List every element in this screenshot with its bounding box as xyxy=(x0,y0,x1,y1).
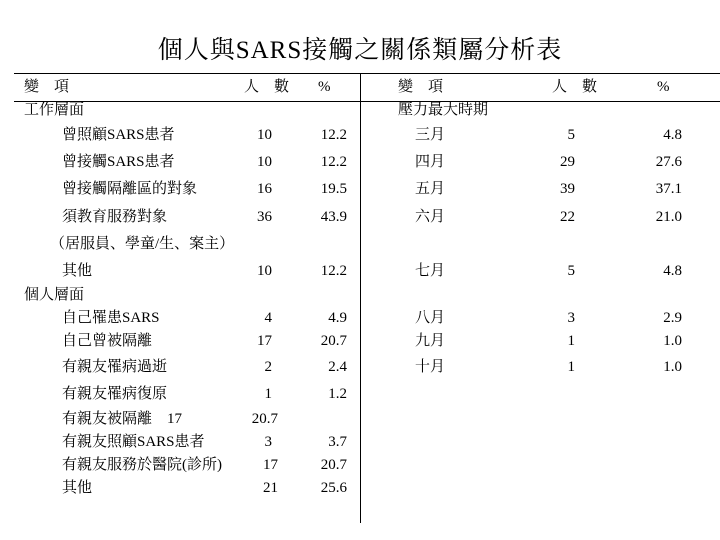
left-row-count: 20.7 xyxy=(251,411,278,427)
left-row-pct: 25.6 xyxy=(320,480,347,496)
right-row-label: 六月 xyxy=(415,209,446,225)
left-row-label: 有親友罹病過逝 xyxy=(62,359,168,375)
header-top-rule xyxy=(14,73,720,74)
right-row-count: 1 xyxy=(567,359,575,375)
left-row-pct: 4.9 xyxy=(328,310,347,326)
left-row-label: 其他 xyxy=(62,263,93,279)
left-row-label: 自己曾被隔離 xyxy=(62,333,153,349)
right-row-count: 3 xyxy=(567,310,575,326)
left-row-label: 曾照顧SARS患者 xyxy=(62,127,175,143)
left-row-count: 3 xyxy=(264,434,272,450)
left-header-count: 人 數 xyxy=(244,79,290,95)
right-row-label: 三月 xyxy=(415,127,446,143)
left-row-label: 有親友被隔離 17 xyxy=(62,411,183,427)
right-row-count: 5 xyxy=(567,263,575,279)
left-row-pct: 12.2 xyxy=(320,127,347,143)
right-row-pct: 4.8 xyxy=(663,127,682,143)
right-row-pct: 4.8 xyxy=(663,263,682,279)
header-bottom-rule xyxy=(14,101,720,102)
left-row-count: 10 xyxy=(257,154,272,170)
left-row-label: 其他 xyxy=(62,480,93,496)
right-row-label: 四月 xyxy=(415,154,446,170)
right-row-pct: 1.0 xyxy=(663,333,682,349)
right-row-label: 七月 xyxy=(415,263,446,279)
left-row-pct: 19.5 xyxy=(320,181,347,197)
right-row-count: 29 xyxy=(560,154,575,170)
left-row-pct: 20.7 xyxy=(320,457,347,473)
page-title: 個人與SARS接觸之關係類屬分析表 xyxy=(157,37,563,64)
left-row-count: 4 xyxy=(264,310,272,326)
right-row-label: 九月 xyxy=(415,333,446,349)
left-header-item: 變 項 xyxy=(24,79,70,95)
right-row-count: 39 xyxy=(560,181,575,197)
section-work: 工作層面 xyxy=(24,102,85,118)
left-row-count: 17 xyxy=(257,333,272,349)
right-row-count: 1 xyxy=(567,333,575,349)
left-row-count: 16 xyxy=(257,181,272,197)
right-row-pct: 21.0 xyxy=(655,209,682,225)
left-row-count: 2 xyxy=(264,359,272,375)
left-row-pct: 1.2 xyxy=(328,386,347,402)
column-divider xyxy=(360,73,361,523)
left-row-label: 曾接觸SARS患者 xyxy=(62,154,175,170)
left-row-pct: 43.9 xyxy=(320,209,347,225)
left-row-label: 有親友照顧SARS患者 xyxy=(62,434,205,450)
right-row-label: 八月 xyxy=(415,310,446,326)
left-row-count: 1 xyxy=(264,386,272,402)
left-row-label: 自己罹患SARS xyxy=(62,310,160,326)
left-header-pct: % xyxy=(318,79,331,95)
left-row-count: 17 xyxy=(263,457,278,473)
right-row-count: 22 xyxy=(560,209,575,225)
right-header-pct: % xyxy=(657,79,670,95)
left-row-label: 曾接觸隔離區的對象 xyxy=(62,181,198,197)
left-row-note: （居服員、學童/生、案主） xyxy=(50,236,235,252)
right-row-pct: 27.6 xyxy=(655,154,682,170)
right-header-count: 人 數 xyxy=(552,79,598,95)
left-row-count: 36 xyxy=(257,209,272,225)
left-row-label: 須教育服務對象 xyxy=(62,209,168,225)
left-row-pct: 2.4 xyxy=(328,359,347,375)
right-row-label: 五月 xyxy=(415,181,446,197)
right-row-pct: 2.9 xyxy=(663,310,682,326)
section-peak-stress-period: 壓力最大時期 xyxy=(398,102,489,118)
left-row-count: 10 xyxy=(257,263,272,279)
right-row-count: 5 xyxy=(567,127,575,143)
left-row-count: 10 xyxy=(257,127,272,143)
section-personal: 個人層面 xyxy=(24,287,85,303)
right-header-item: 變 項 xyxy=(398,79,444,95)
left-row-pct: 12.2 xyxy=(320,154,347,170)
left-row-pct: 12.2 xyxy=(320,263,347,279)
left-row-label: 有親友罹病復原 xyxy=(62,386,168,402)
right-row-pct: 37.1 xyxy=(655,181,682,197)
left-row-label: 有親友服務於醫院(診所) xyxy=(62,457,222,473)
right-row-label: 十月 xyxy=(415,359,446,375)
left-row-count: 21 xyxy=(263,480,278,496)
left-row-pct: 3.7 xyxy=(328,434,347,450)
right-row-pct: 1.0 xyxy=(663,359,682,375)
left-row-pct: 20.7 xyxy=(320,333,347,349)
